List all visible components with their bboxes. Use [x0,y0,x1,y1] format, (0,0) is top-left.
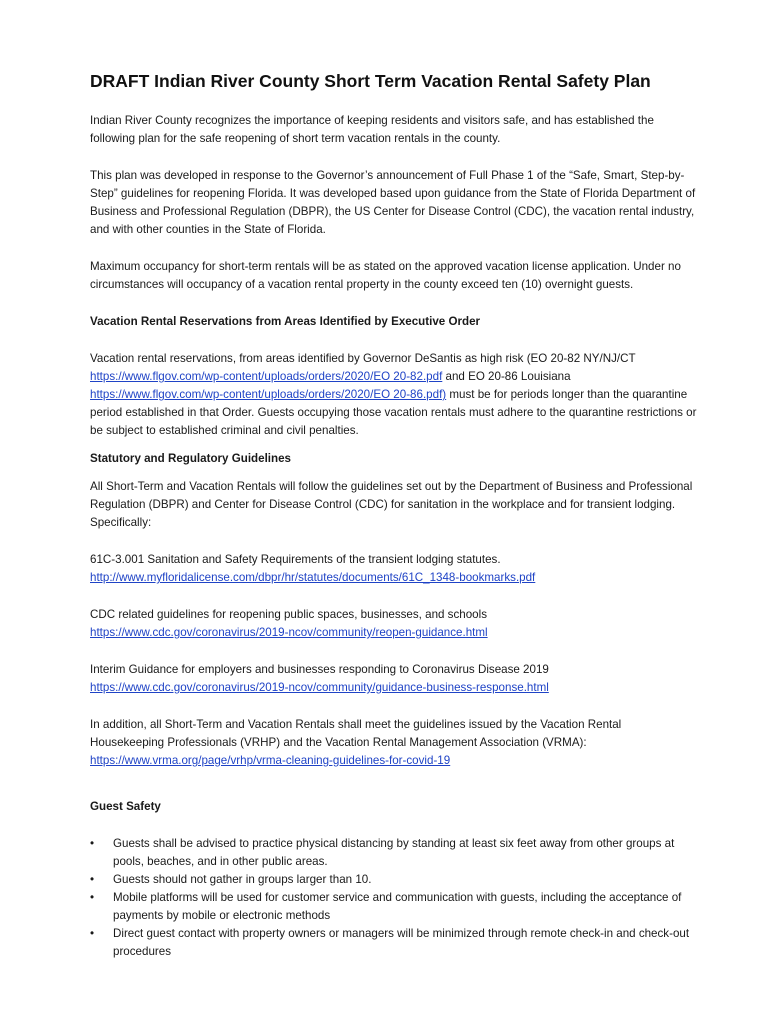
reservations-paragraph [90,350,698,440]
reservations-text-2: and EO 20-86 Louisiana [442,370,571,383]
reservations-text-3: must be for periods longer than the quarantine period established in that Order. Guests occupying those vacation rentals must adhere to the quarantine restrictions or be subject to established criminal and civil penalties. [90,388,697,437]
list-item-text: Guests shall be advised to practice physical distancing by standing at least six feet away from other groups at pools, beaches, and in other public areas. [113,837,675,868]
document-title: DRAFT Indian River County Short Term Vacation Rental Safety Plan [90,71,651,91]
cdc-reopen-guidance-link[interactable]: https://www.cdc.gov/coronavirus/2019-ncov/community/reopen-guidance.html [90,626,488,639]
plan-paragraph: This plan was developed in response to the Governor’s announcement of Full Phase 1 of the “Safe, Smart, Step-by-Step” guidelines for reopening Florida. It was developed based upon guidance from the State of Florida Department of Business and Professional Regulation (DBPR), the US Center for Disease Control (CDC), the vacation rental industry, and with other counties in the State of Florida. [90,169,696,236]
dbpr-statutes-link[interactable]: http://www.myfloridalicense.com/dbpr/hr/statutes/documents/61C_1348-bookmarks.pdf [90,571,536,584]
reference-sanitation [90,551,698,587]
guest-safety-list [90,835,698,961]
reference-sanitation-text: 61C-3.001 Sanitation and Safety Requirements of the transient lodging statutes. [90,553,501,566]
vrma-cleaning-guidelines-link[interactable]: https://www.vrma.org/page/vrhp/vrma-cleaning-guidelines-for-covid-19 [90,754,451,767]
occupancy-paragraph: Maximum occupancy for short-term rentals will be as stated on the approved vacation license application. Under no circumstances will occupancy of a vacation rental property in the county exceed ten (10) overnight guests. [90,260,681,291]
bullet-icon: • [90,891,95,904]
guest-safety-heading: Guest Safety [90,800,161,813]
reference-cdc-reopen-text: CDC related guidelines for reopening public spaces, businesses, and schools [90,608,487,621]
reservations-heading: Vacation Rental Reservations from Areas Identified by Executive Order [90,315,481,328]
reference-cdc-business-text: Interim Guidance for employers and businesses responding to Coronavirus Disease 2019 [90,663,549,676]
list-item [90,925,698,961]
reservations-text-1: Vacation rental reservations, from areas identified by Governor DeSantis as high risk (EO 20-82 NY/NJ/CT [90,352,636,365]
statutory-heading: Statutory and Regulatory Guidelines [90,452,291,465]
bullet-icon: • [90,873,95,886]
list-item-text: Guests should not gather in groups larger than 10. [113,873,372,886]
eo-20-82-link[interactable]: https://www.flgov.com/wp-content/uploads/orders/2020/EO 20-82.pdf [90,370,443,383]
intro-paragraph: Indian River County recognizes the importance of keeping residents and visitors safe, and has established the following plan for the safe reopening of short term vacation rentals in the county. [90,114,654,145]
statutory-intro: All Short-Term and Vacation Rentals will follow the guidelines set out by the Department of Business and Professional Regulation (DBPR) and Center for Disease Control (CDC) for sanitation in the workplace and for transient lodging. Specifically: [90,480,693,529]
bullet-icon: • [90,927,95,940]
reference-cdc-reopen [90,606,698,642]
list-item [90,871,698,889]
list-item [90,835,698,871]
vrhp-text: In addition, all Short-Term and Vacation Rentals shall meet the guidelines issued by the Vacation Rental Housekeeping Professionals (VRHP) and the Vacation Rental Management Association (VRMA): [90,718,622,749]
list-item [90,889,698,925]
list-item-text: Mobile platforms will be used for customer service and communication with guests, including the acceptance of payments by mobile or electronic methods [113,891,682,922]
bullet-icon: • [90,837,95,850]
eo-20-86-link[interactable]: https://www.flgov.com/wp-content/uploads/orders/2020/EO 20-86.pdf) [90,388,447,401]
reference-cdc-business [90,661,698,697]
cdc-business-response-link[interactable]: https://www.cdc.gov/coronavirus/2019-ncov/community/guidance-business-response.html [90,681,549,694]
list-item-text: Direct guest contact with property owners or managers will be minimized through remote check-in and check-out procedures [113,927,690,958]
vrhp-paragraph [90,716,698,770]
